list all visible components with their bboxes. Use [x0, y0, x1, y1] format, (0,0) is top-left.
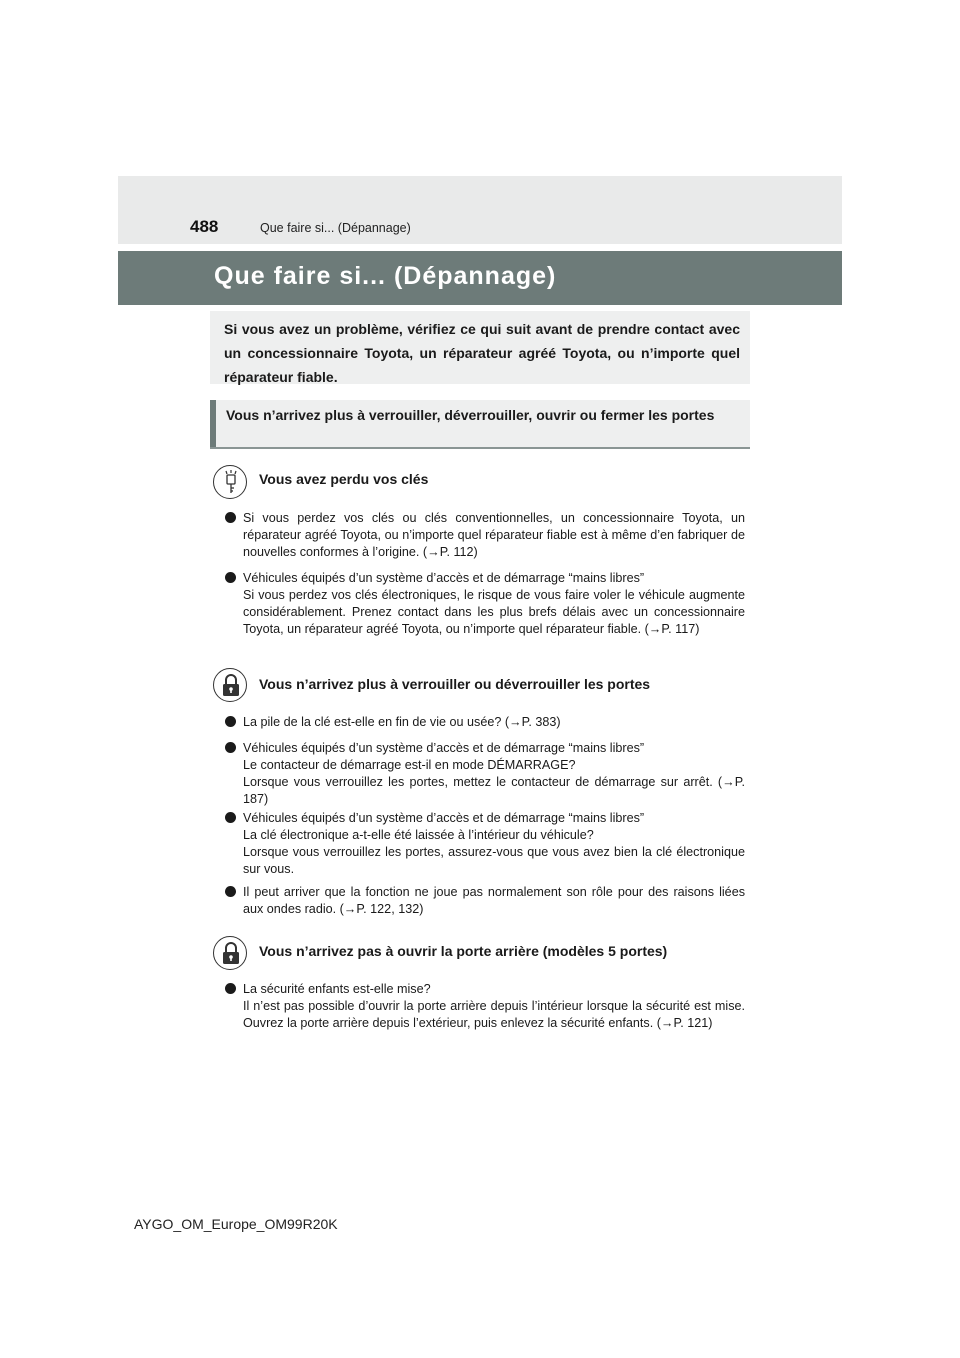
list-item: [225, 740, 745, 808]
list-item: [225, 810, 745, 878]
list-item: [225, 570, 745, 638]
section-heading: Vous n’arrivez plus à verrouiller, déverrouiller, ouvrir ou fermer les portes: [210, 400, 750, 449]
list-item: [225, 714, 745, 731]
list-item-text: La sécurité enfants est-elle mise? Il n’est pas possible d’ouvrir la porte arrière depuis l’intérieur lorsque la sécurité est mise. Ouvrez la porte arrière depuis l’extérieur, puis enlevez la sécurité enfants. (→P. 121): [243, 982, 745, 1030]
padlock-icon: [213, 936, 247, 970]
list-item-text: Il peut arriver que la fonction ne joue pas normalement son rôle pour des raisons liées aux ondes radio. (→P. 122, 132): [243, 885, 745, 916]
list-item: [225, 981, 745, 1032]
list-item-text: La pile de la clé est-elle en fin de vie ou usée? (→P. 383): [243, 715, 561, 729]
subsection-heading-rear-door: Vous n’arrivez pas à ouvrir la porte arrière (modèles 5 portes): [259, 943, 668, 959]
subsection-heading-lost-keys: Vous avez perdu vos clés: [259, 471, 429, 487]
list-item-text: Si vous perdez vos clés ou clés conventionnelles, un concessionnaire Toyota, un réparateur agréé Toyota, ou n’importe quel réparateur fiable est à même d’en fabriquer de nouvelles conformes à l’origine. (→P. 112): [243, 511, 745, 559]
bullet: [225, 812, 236, 823]
header-band: [118, 176, 842, 244]
list-item: [225, 884, 745, 918]
list-item-text: Véhicules équipés d’un système d’accès et de démarrage “mains libres” Si vous perdez vos clés électroniques, le risque de vous faire voler le véhicule augmente considérablement. Prenez contact dans les plus brefs délais avec un concessionnaire Toyota, un réparateur agréé Toyota, ou n’importe quel réparateur fiable. (→P. 117): [243, 571, 745, 636]
page-title: Que faire si... (Dépannage): [214, 262, 557, 290]
bullet: [225, 886, 236, 897]
footer-doc-id: AYGO_OM_Europe_OM99R20K: [134, 1216, 338, 1232]
header-subtitle: Que faire si... (Dépannage): [260, 221, 411, 235]
title-bar: [118, 251, 842, 305]
list-item-text: Véhicules équipés d’un système d’accès et de démarrage “mains libres” Le contacteur de démarrage est-il en mode DÉMARRAGE? Lorsque vous verrouillez les portes, mettez le contacteur de démarrage sur arrêt. (→P. 187): [243, 741, 745, 806]
bullet: [225, 512, 236, 523]
list-item: [225, 510, 745, 561]
page-number: 488: [190, 217, 219, 236]
subsection-heading-lock-unlock: Vous n’arrivez plus à verrouiller ou déverrouiller les portes: [259, 676, 651, 692]
bullet: [225, 716, 236, 727]
list-item-text: Véhicules équipés d’un système d’accès et de démarrage “mains libres” La clé électronique a-t-elle été laissée à l’intérieur du véhicule? Lorsque vous verrouillez les portes, assurez-vous que vous avez bien la clé électronique sur vous.: [243, 811, 745, 876]
bullet: [225, 742, 236, 753]
key-icon: [213, 465, 247, 499]
bullet: [225, 572, 236, 583]
bullet: [225, 983, 236, 994]
intro-box: Si vous avez un problème, vérifiez ce qui suit avant de prendre contact avec un concessionnaire Toyota, un réparateur agréé Toyota, ou n’importe quel réparateur fiable.: [210, 311, 750, 384]
padlock-icon: [213, 668, 247, 702]
